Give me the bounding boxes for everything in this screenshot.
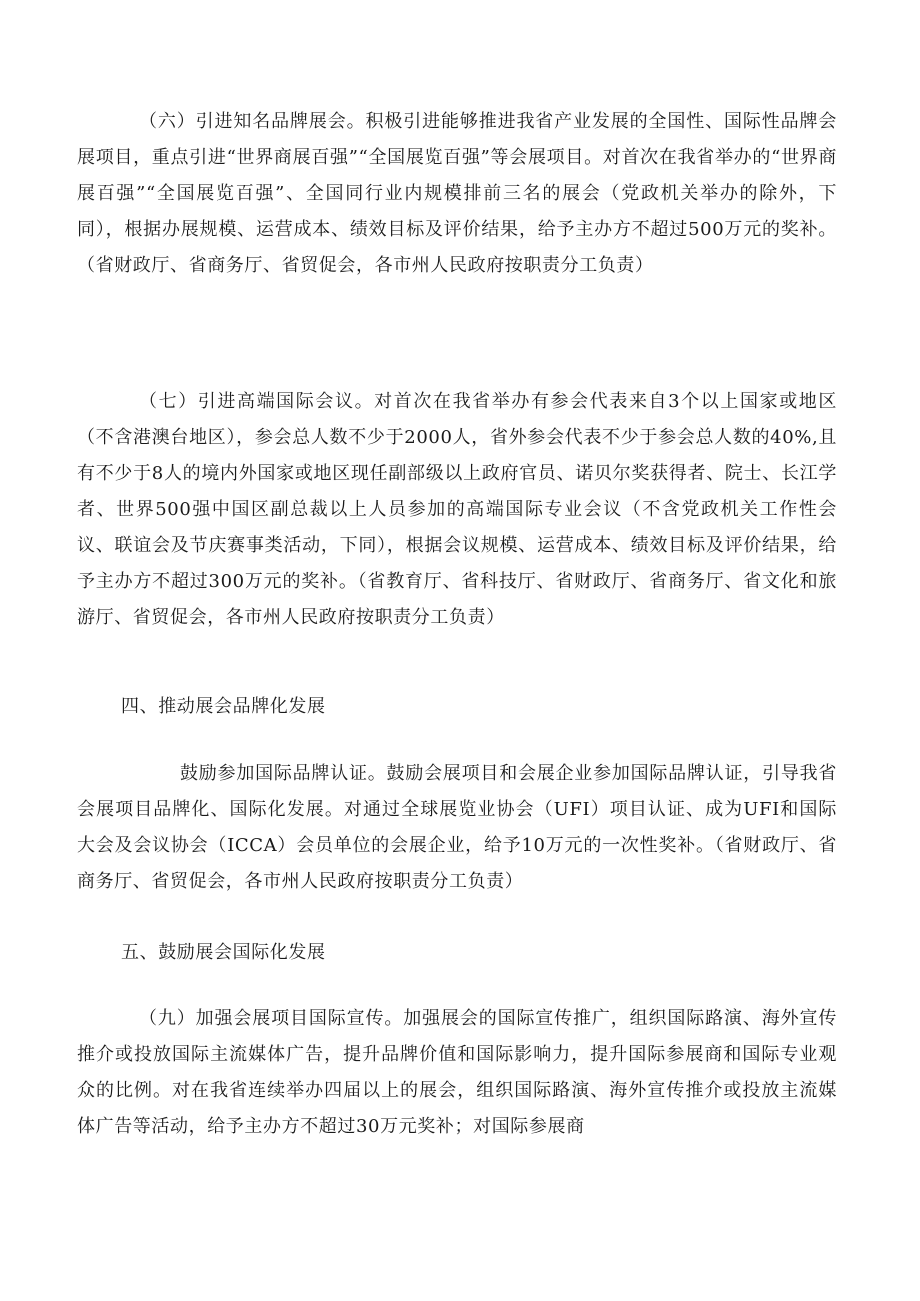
paragraph-6: （六）引进知名品牌展会。积极引进能够推进我省产业发展的全国性、国际性品牌会展项目，重点引进“世界商展百强”“全国展览百强”等会展项目。对首次在我省举办的“世界商展百强”“全国展览百强”、全国同行业内规模排前三名的展会（党政机关举办的除外，下同），根据办展规模、运营成本、绩效目标及评价结果，给予主办方不超过500万元的奖补。（省财政厅、省商务厅、省贸促会，各市州人民政府按职责分工负责） — [77, 111, 837, 276]
paragraph-7: （七）引进高端国际会议。对首次在我省举办有参会代表来自3个以上国家或地区（不含港澳台地区），参会总人数不少于2000人，省外参会代表不少于参会总人数的40%,且有不少于8人的境内外国家或地区现任副部级以上政府官员、诺贝尔奖获得者、院士、长江学者、世界500强中国区副总裁以上人员参加的高端国际专业会议（不含党政机关工作性会议、联谊会及节庆赛事类活动，下同），根据会议规模、运营成本、绩效目标及评价结果，给予主办方不超过300万元的奖补。（省教育厅、省科技厅、省财政厅、省商务厅、省文化和旅游厅、省贸促会，各市州人民政府按职责分工负责） — [77, 391, 837, 628]
paragraph-8: 鼓励参加国际品牌认证。鼓励会展项目和会展企业参加国际品牌认证，引导我省会展项目品牌化、国际化发展。对通过全球展览业协会（UFI）项目认证、成为UFI和国际大会及会议协会（ICCA）会员单位的会展企业，给予10万元的一次性奖补。（省财政厅、省商务厅、省贸促会，各市州人民政府按职责分工负责） — [77, 763, 837, 892]
paragraph-9: （九）加强会展项目国际宣传。加强展会的国际宣传推广，组织国际路演、海外宣传推介或投放国际主流媒体广告，提升品牌价值和国际影响力，提升国际参展商和国际专业观众的比例。对在我省连续举办四届以上的展会，组织国际路演、海外宣传推介或投放主流媒体广告等活动，给予主办方不超过30万元奖补；对国际参展商 — [77, 1008, 837, 1137]
section-heading-5: 五、鼓励展会国际化发展 — [121, 942, 326, 963]
section-heading-4: 四、推动展会品牌化发展 — [121, 696, 326, 717]
